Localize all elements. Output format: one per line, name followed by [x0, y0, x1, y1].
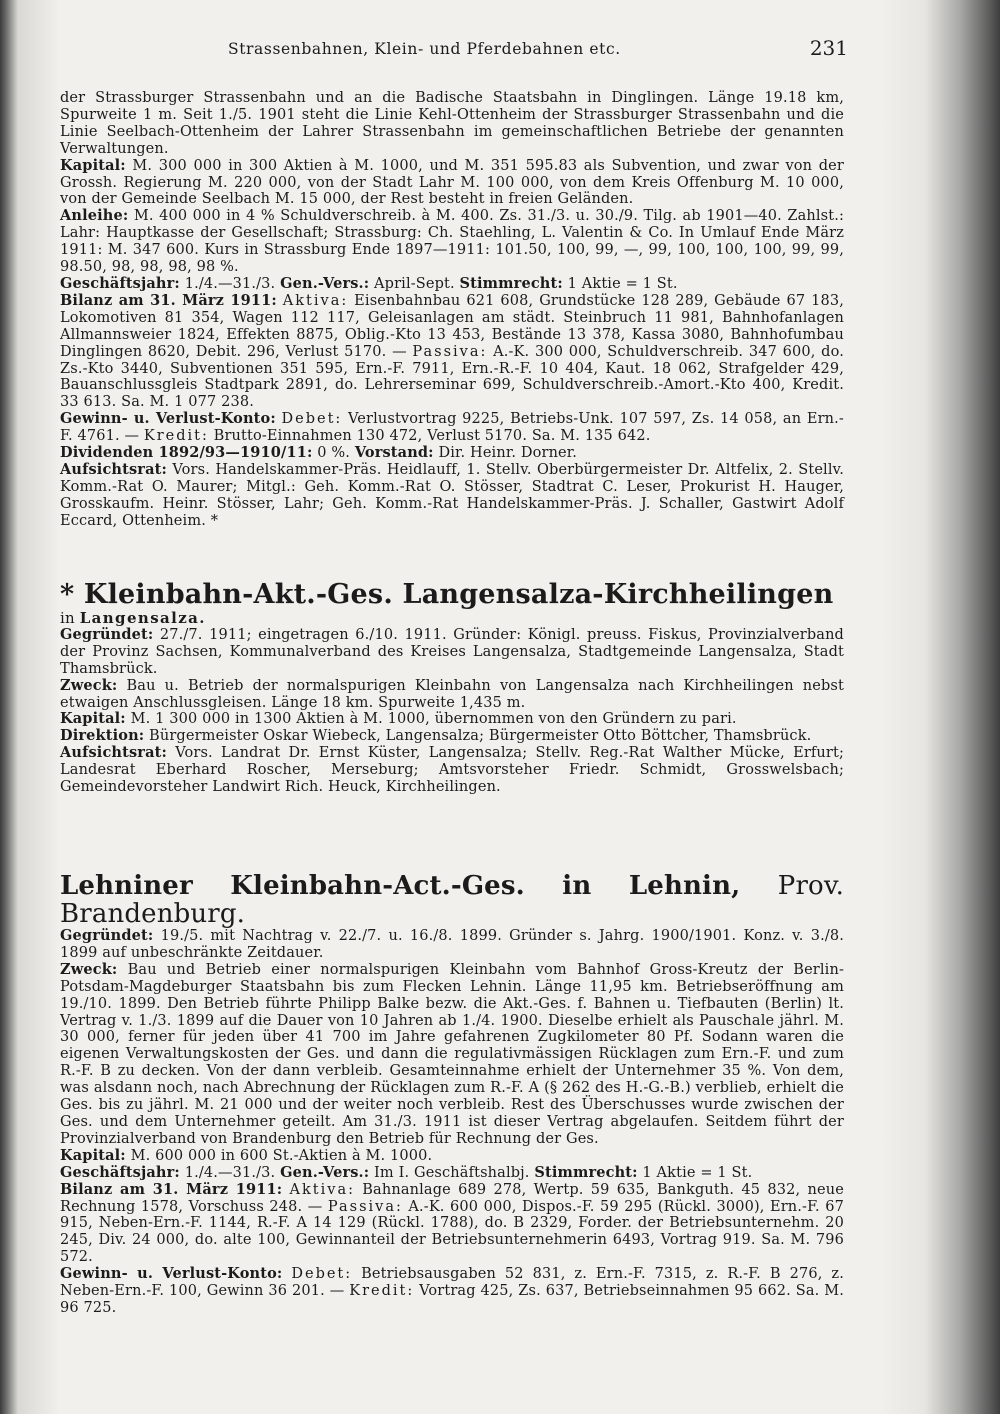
aufsichtsrat-text: Vors. Handelskammer-Präs. Heidlauff, 1. Stellv. Oberbürgermeister Dr. Altfelix, 2. Stellv. Komm.-Rat O. Maurer; Mitgl.: Geh. Komm.-Rat O. Stösser, Stadtrat C. Leser, Prokurist H. Hauger, Grosskaufm. Heinr. Stösser, Lahr; Geh. Komm.-Rat Handelskammer-Präs. J. Schaller, Gastwirt Adolf Eccard, Ottenheim. * — [60, 461, 845, 529]
dividenden-paragraph — [60, 445, 844, 462]
dividenden-label: Dividenden 1892/93—1910/11: — [60, 444, 313, 462]
bilanz-passiva-text: A.-K. 300 000, Schuldverschreib. 347 600, do. Zs.-Kto 3440, Subventionen 351 595, Ern.-F. 7911, Ern.-R.-F. 10 404, Kaut. 18 062, Strafgelder 429, Bauanschlussgleis Stadtpark 2891, do. Lehrerseminar 699, Schuldverschreib.-Amort.-Kto 400, Kredit. 33 613. Sa. M. 1 077 238. — [60, 343, 845, 411]
aktiva-label: Aktiva: — [289, 1181, 355, 1198]
zweck-paragraph — [60, 678, 844, 712]
entry-title-bold: Lehniner Kleinbahn-Act.-Ges. in Lehnin, — [60, 871, 741, 901]
debet-label: Debet: — [281, 411, 343, 428]
kapital-label: Kapital: — [60, 156, 126, 174]
passiva-label: Passiva: — [327, 1198, 403, 1215]
gegruendet-label: Gegründet: — [60, 625, 154, 643]
bilanz-label: Bilanz am 31. März 1911: — [60, 1180, 283, 1198]
bilanz-paragraph — [60, 293, 844, 411]
zweck-label: Zweck: — [60, 960, 118, 978]
kapital-paragraph — [60, 711, 844, 728]
debet-label: Debet: — [291, 1266, 353, 1283]
guv-paragraph — [60, 1266, 844, 1317]
gegruendet-label: Gegründet: — [60, 927, 154, 944]
gen-vers-label: Gen.-Vers.: — [280, 274, 370, 292]
guv-label: Gewinn- u. Verlust-Konto: — [60, 1265, 283, 1283]
entry-intro-paragraph — [60, 90, 844, 158]
zweck-text: Bau u. Betrieb der normalspurigen Kleinbahn von Langensalza nach Kirchheilingen nebst etwaigen Anschlussgleisen. Länge 18 km. Spurweite 1,435 m. — [60, 677, 844, 711]
aufsichtsrat-text: Vors. Landrat Dr. Ernst Küster, Langensalza; Stellv. Reg.-Rat Walther Mücke, Erfurt; Landesrat Eberhard Roscher, Merseburg; Amtsvorsteher Friedr. Schmidt, Grosswelsbach; Gemeindevorsteher Landwirt Rich. Heuck, Kirchheilingen. — [60, 745, 844, 796]
kapital-text: M. 600 000 in 600 St.-Aktien à M. 1000. — [130, 1147, 433, 1164]
entry-title: * Kleinbahn-Akt.-Ges. Langensalza-Kirchheilingen — [60, 579, 834, 610]
guv-debet-text: Verlustvortrag 9225, Betriebs-Unk. 107 597, Zs. 14 058, an Ern.-F. 4761. — — [60, 411, 844, 445]
guv-paragraph — [60, 411, 844, 445]
aufsichtsrat-paragraph — [60, 462, 844, 530]
gegruendet-paragraph — [60, 928, 844, 962]
stimmrecht-text: 1 Aktie = 1 St. — [642, 1164, 753, 1181]
gen-vers-label: Gen.-Vers.: — [280, 1163, 370, 1181]
gegruendet-text: 27./7. 1911; eingetragen 6./10. 1911. Gründer: Königl. preuss. Fiskus, Provinzialverband der Provinz Sachsen, Kommunalverband des Kreises Langensalza, Stadtgemeinde Langensalza, Stadt Thamsbrück. — [60, 626, 844, 677]
gen-vers-text: Im I. Geschäftshalbj. — [374, 1164, 530, 1181]
kapital-paragraph — [60, 158, 844, 209]
anleihe-text: M. 400 000 in 4 % Schuldverschreib. à M. 400. Zs. 31./3. u. 30./9. Tilg. ab 1901—40. Zahlst.: Lahr: Hauptkasse der Gesellschaft; Strassburg: Ch. Staehling, L. Valentin & Co. In Umlauf Ende März 1911: M. 347 600. Kurs in Strassburg Ende 1897—1911: 101.50, 100, 99, —, 99, 100, 100, 100, 99, 99, 98.50, 98, 98, 98, 98 %. — [60, 208, 845, 276]
entry-title — [60, 872, 844, 928]
aufsichtsrat-label: Aufsichtsrat: — [60, 744, 167, 762]
vorstand-label: Vorstand: — [354, 444, 434, 462]
subtitle-place: Langensalza. — [79, 609, 206, 627]
running-head — [60, 36, 850, 62]
geschaeftsjahr-label: Geschäftsjahr: — [60, 1163, 180, 1181]
kapital-paragraph — [60, 1148, 844, 1165]
kapital-text: M. 1 300 000 in 1300 Aktien à M. 1000, übernommen von den Gründern zu pari. — [130, 711, 737, 728]
direktion-text: Bürgermeister Oskar Wiebeck, Langensalza; Bürgermeister Otto Böttcher, Thamsbrück. — [149, 728, 812, 745]
kredit-label: Kredit: — [143, 428, 209, 445]
direktion-paragraph — [60, 728, 844, 745]
geschaeftsjahr-text: 1./4.—31./3. — [184, 275, 276, 292]
aufsichtsrat-label: Aufsichtsrat: — [60, 460, 167, 478]
entry-kleinbahn-langensalza — [60, 580, 844, 796]
gegruendet-text: 19./5. mit Nachtrag v. 22./7. u. 16./8. 1899. Gründer s. Jahrg. 1900/1901. Konz. v. 3./8. 1899 auf unbeschränkte Zeitdauer. — [60, 928, 844, 961]
guv-debet-text: Betriebsausgaben 52 831, z. Ern.-F. 7315, z. R.-F. B 276, z. Neben-Ern.-F. 100, Gewinn 36 201. — — [60, 1266, 844, 1300]
bilanz-aktiva-text: Eisenbahnbau 621 608, Grundstücke 128 289, Gebäude 67 183, Lokomotiven 81 354, Wagen 112 117, Geleisanlagen am städt. Steinbruch 11 981, Bahnhofanlagen Allmannsweier 1824, Effekten 8875, Oblig.-Kto 13 453, Bestände 13 378, Kassa 3080, Bahnhofumbau Dinglingen 8620, Debit. 296, Verlust 5170. — — [60, 292, 844, 360]
running-head-title: Strassenbahnen, Klein- und Pferdebahnen etc. — [228, 40, 621, 58]
gen-vers-text: April-Sept. — [374, 275, 455, 292]
geschaeftsjahr-paragraph — [60, 276, 844, 293]
guv-kredit-text: Brutto-Einnahmen 130 472, Verlust 5170. Sa. M. 135 642. — [213, 428, 651, 445]
kapital-label: Kapital: — [60, 710, 126, 728]
guv-kredit-text: Vortrag 425, Zs. 637, Betriebseinnahmen 95 662. Sa. M. 96 725. — [60, 1283, 844, 1316]
stimmrecht-label: Stimmrecht: — [459, 274, 563, 292]
guv-label: Gewinn- u. Verlust-Konto: — [60, 410, 276, 428]
entry-subtitle — [60, 610, 844, 627]
page-number: 231 — [809, 36, 848, 60]
dividenden-text: 0 %. — [317, 445, 351, 462]
subtitle-prefix: in — [60, 609, 75, 627]
bilanz-label: Bilanz am 31. März 1911: — [60, 291, 277, 309]
entry-lehniner-kleinbahn — [60, 872, 844, 1317]
gegruendet-paragraph — [60, 627, 844, 678]
passiva-label: Passiva: — [412, 343, 488, 360]
kapital-label: Kapital: — [60, 1146, 126, 1164]
vorstand-text: Dir. Heinr. Dorner. — [438, 445, 578, 462]
zweck-text: Bau und Betrieb einer normalspurigen Kleinbahn vom Bahnhof Gross-Kreutz der Berlin-Potsdam-Magdeburger Staatsbahn bis zum Flecken Lehnin. Länge 11,95 km. Betriebseröffnung am 19./10. 1899. Den Betrieb führte Philipp Balke bezw. die Akt.-Ges. f. Bahnen u. Tiefbauten (Berlin) lt. Vertrag v. 1./3. 1899 auf die Dauer von 10 Jahren ab 1./4. 1900. Dieselbe erhielt als Pauschale jährl. M. 30 000, ferner für jeden über 41 700 im Jahre gefahrenen Zugkilometer 80 Pf. Sodann waren die eigenen Verwaltungskosten der Ges. und dann die regulativmässigen Rücklagen zum Ern.-F. und zum R.-F. B zu decken. Von der dann verbleib. Gesamteinnahme erhielt der Unternehmer 35 %. Von dem, was alsdann noch, nach Abrechnung der Rücklagen zum R.-F. A (§ 262 des H.-G.-B.) verblieb, erhielt die Ges. bis zu jährl. M. 21 000 und der weiter noch verbleib. Rest des Überschusses wurde zwischen der Ges. und dem Unternehmer geteilt. Am 31./3. 1911 ist dieser Vertrag abgelaufen. Seitdem führt der Provinzialverband von Brandenburg den Betrieb für Rechnung der Ges. — [60, 961, 844, 1147]
intro-text: der Strassburger Strassenbahn und an die Badische Staatsbahn in Dinglingen. Länge 19.18 km, Spurweite 1 m. Seit 1./5. 1901 steht die Linie Kehl-Ottenheim der Strassburger Strassenbahn und die Linie Seelbach-Ottenheim der Lahrer Strassenbahn im gemeinschaftlichen Betriebe der genannten Verwaltungen. — [60, 90, 844, 157]
geschaeftsjahr-text: 1./4.—31./3. — [184, 1164, 276, 1181]
aktiva-label: Aktiva: — [282, 292, 349, 309]
entry-title-normal: Prov. Brandenburg. — [60, 871, 844, 929]
kredit-label: Kredit: — [349, 1283, 415, 1300]
zweck-paragraph — [60, 962, 844, 1148]
direktion-label: Direktion: — [60, 727, 145, 745]
anleihe-label: Anleihe: — [60, 207, 129, 225]
bilanz-paragraph — [60, 1182, 844, 1267]
entry-continuation — [60, 90, 844, 530]
kapital-text: M. 300 000 in 300 Aktien à M. 1000, und M. 351 595.83 als Subvention, und zwar von der Grossh. Regierung M. 220 000, von der Stadt Lahr M. 100 000, von dem Kreis Offenburg M. 10 000, von der Gemeinde Seelbach M. 15 000, der Rest besteht in freien Geländen. — [60, 157, 844, 208]
stimmrecht-text: 1 Aktie = 1 St. — [567, 275, 678, 292]
aufsichtsrat-paragraph — [60, 745, 844, 796]
anleihe-paragraph — [60, 208, 844, 276]
geschaeftsjahr-paragraph — [60, 1165, 844, 1182]
stimmrecht-label: Stimmrecht: — [534, 1163, 638, 1181]
bilanz-aktiva-text: Bahnanlage 689 278, Wertp. 59 635, Bankguth. 45 832, neue Rechnung 1578, Vorschuss 248. — — [60, 1181, 844, 1215]
zweck-label: Zweck: — [60, 676, 118, 694]
bilanz-passiva-text: A.-K. 600 000, Dispos.-F. 59 295 (Rückl. 3000), Ern.-F. 67 915, Neben-Ern.-F. 1144, R.-F. A 14 129 (Rückl. 1788), do. B 2329, Forder. der Betriebsunternehm. 20 245, Div. 24 000, do. alte 100, Gewinnanteil der Betriebsunternehmerin 6493, Vortrag 919. Sa. M. 796 572. — [60, 1198, 845, 1266]
geschaeftsjahr-label: Geschäftsjahr: — [60, 274, 180, 292]
